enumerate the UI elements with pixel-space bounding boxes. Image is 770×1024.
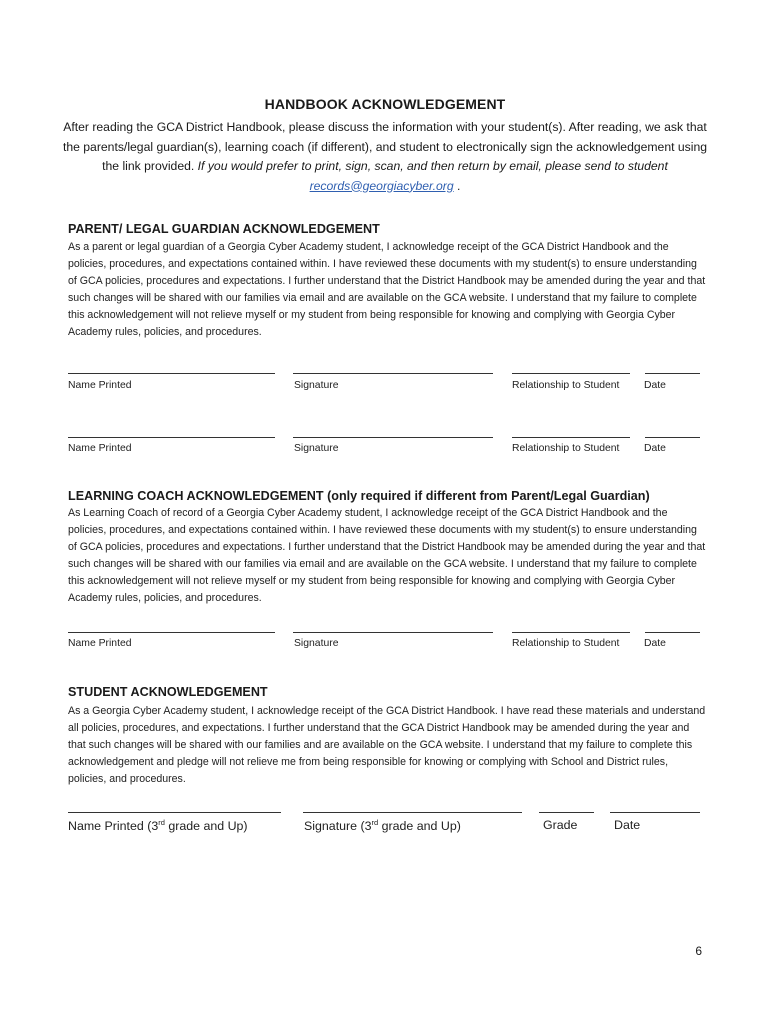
label-student-name-suffix: grade and Up) (164, 819, 248, 834)
label-name-printed: Name Printed (68, 380, 132, 391)
email-link[interactable]: records@georgiacyber.org (309, 178, 454, 193)
label-student-signature-sup: rd (371, 818, 379, 827)
label-student-signature-suffix: grade and Up) (378, 819, 461, 834)
label-grade: Grade (543, 818, 578, 832)
parent-relationship-line-2[interactable] (512, 437, 630, 438)
parent-name-line-2[interactable] (68, 437, 275, 438)
page-number: 6 (695, 944, 702, 958)
label-name-printed: Name Printed (68, 443, 132, 454)
label-student-signature-text: Signature (3 (304, 819, 372, 834)
label-name-printed: Name Printed (68, 638, 132, 649)
label-student-name-printed (68, 818, 248, 833)
label-student-name-sup: rd (158, 818, 165, 827)
label-signature: Signature (294, 380, 339, 391)
parent-signature-line-2[interactable] (293, 437, 493, 438)
label-student-date: Date (614, 818, 641, 832)
label-date: Date (644, 443, 666, 454)
intro-text: After reading the GCA District Handbook, please discuss the information with your student(s). After reading, we ask that the parents/legal guardian(s), learning coach (if different), and student to electronically sign the acknowledgement using the link provided. (62, 120, 708, 173)
parent-name-line-1[interactable] (68, 373, 275, 374)
student-date-line[interactable] (610, 812, 700, 813)
label-relationship: Relationship to Student (512, 443, 620, 454)
intro-end: . (457, 178, 461, 193)
intro-italic-text: If you would prefer to print, sign, scan, and then return by email, please send to student (197, 159, 668, 173)
parent-heading: PARENT/ LEGAL GUARDIAN ACKNOWLEDGEMENT (68, 222, 380, 236)
label-relationship: Relationship to Student (512, 380, 620, 391)
parent-body: As a parent or legal guardian of a Georgia Cyber Academy student, I acknowledge receipt of the GCA District Handbook and the policies, procedures, and expectations contained within. I have reviewed these documents with my student(s) to ensure understanding of GCA policies, procedures and expectations. I further understand that the District Handbook may be amended during the year and that such changes will be shared with our families via email and are available on the GCA website. I understand that my failure to complete this acknowledgement will not relieve myself or my student from being responsible for knowing and complying with Georgia Cyber Academy rules, policies, and procedures. (68, 241, 706, 339)
coach-heading: LEARNING COACH ACKNOWLEDGEMENT (only required if different from Parent/Legal Guardian) (68, 489, 650, 503)
student-signature-line[interactable] (303, 812, 522, 813)
coach-relationship-line[interactable] (512, 632, 630, 633)
parent-date-line-2[interactable] (645, 437, 700, 438)
coach-body: As Learning Coach of record of a Georgia Cyber Academy student, I acknowledge receipt of the GCA District Handbook and the policies, procedures, and expectations contained within. I have reviewed these documents with my student(s) to ensure understanding of GCA policies, procedures and expectations. I further understand that the District Handbook may be amended during the year and that such changes will be shared with our families via email and are available on the GCA website. I understand that my failure to complete this acknowledgement will not relieve myself or my student from being responsible for knowing and complying with Georgia Cyber Academy rules, policies, and procedures. (68, 507, 706, 605)
label-student-signature (304, 818, 461, 833)
coach-name-line[interactable] (68, 632, 275, 633)
parent-relationship-line-1[interactable] (512, 373, 630, 374)
coach-signature-line[interactable] (293, 632, 493, 633)
parent-signature-line-1[interactable] (293, 373, 493, 374)
label-relationship: Relationship to Student (512, 638, 620, 649)
label-signature: Signature (294, 638, 339, 649)
student-heading: STUDENT ACKNOWLEDGEMENT (68, 685, 268, 699)
student-body: As a Georgia Cyber Academy student, I acknowledge receipt of the GCA District Handbook. I have read these materials and understand all policies, procedures, and expectations. I further understand that the GCA District Handbook may be amended during the year and that such changes will be shared with our families and are available on the GCA website. I understand that my failure to complete this acknowledgement and pledge will not relieve me from being responsible for knowing or complying with School and District rules, policies, and procedures. (68, 705, 706, 786)
parent-date-line-1[interactable] (645, 373, 700, 374)
label-date: Date (644, 380, 666, 391)
label-student-name-text: Name Printed (3 (68, 819, 159, 834)
student-grade-line[interactable] (539, 812, 594, 813)
intro-paragraph (62, 118, 708, 196)
page-title: HANDBOOK ACKNOWLEDGEMENT (264, 96, 506, 112)
coach-date-line[interactable] (645, 632, 700, 633)
label-date: Date (644, 638, 666, 649)
label-signature: Signature (294, 443, 339, 454)
student-name-line[interactable] (68, 812, 281, 813)
